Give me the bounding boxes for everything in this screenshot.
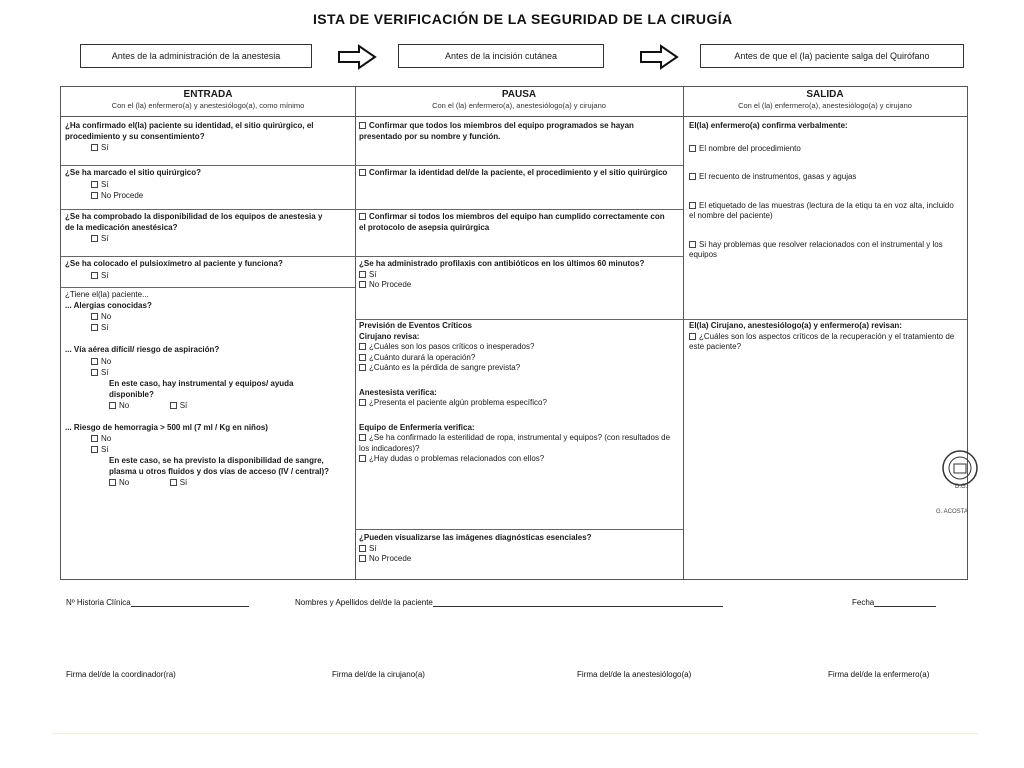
option-label: Sí: [369, 543, 377, 553]
fecha-label: Fecha: [852, 598, 875, 607]
phase-before-exit-label: Antes de que el (la) paciente salga del Quirófano: [734, 51, 930, 61]
pausa-surgeon-title: Cirujano revisa:: [359, 331, 420, 341]
pausa-surgeon-item-2[interactable]: [359, 353, 681, 364]
entrada-q4-option[interactable]: [65, 270, 351, 281]
salida-review-title: El(la) Cirujano, anestesiólogo(a) y enfermero(a) revisan:: [689, 321, 902, 330]
checkbox-icon: [91, 144, 98, 151]
firma-anestesiologo-label: Firma del/de la anestesiólogo(a): [577, 670, 692, 679]
entrada-q3-option[interactable]: [65, 233, 331, 244]
checkbox-icon: [359, 555, 366, 562]
firma-cirujano-label: Firma del/de la cirujano(a): [332, 670, 425, 679]
pausa-surgeon-item-1[interactable]: [359, 342, 681, 353]
pausa-p2-text: Confirmar la identidad del/de la paciente, el procedimiento y el sitio quirúrgico: [369, 168, 668, 177]
entrada-q5b-detail: En este caso, hay instrumental y equipos/ ayuda disponible?: [109, 378, 294, 399]
firma-coordinador-field[interactable]: [66, 670, 176, 679]
firma-anestesiologo-field[interactable]: [577, 670, 691, 679]
checkbox-icon: [359, 169, 366, 176]
pausa-p3-item[interactable]: [359, 212, 673, 233]
salida-item-3[interactable]: [689, 201, 961, 222]
checkbox-icon: [359, 343, 366, 350]
pausa-p1-item[interactable]: [359, 121, 673, 142]
salida-item-1[interactable]: [689, 144, 961, 155]
pausa-p1-text: Confirmar que todos los miembros del equipo programados se hayan presentado por su nombre y función.: [359, 121, 634, 141]
option-label: No: [101, 356, 112, 366]
entrada-q1: [65, 121, 327, 153]
checkbox-icon: [689, 333, 696, 340]
checkbox-icon: [359, 271, 366, 278]
checkbox-icon: [689, 145, 696, 152]
option-label: Sí: [101, 367, 109, 377]
entrada-q5a-option-no[interactable]: [65, 311, 349, 322]
option-label: No: [119, 400, 130, 410]
pausa-p4-option-si[interactable]: [359, 270, 673, 281]
entrada-q5c-detail-no[interactable]: [109, 478, 129, 487]
option-label: Sí: [101, 445, 109, 454]
entrada-q5b-detail-options: [65, 400, 349, 411]
entrada-q5a-option-si[interactable]: [65, 322, 349, 333]
entrada-q4-text: ¿Se ha colocado el pulsioxímetro al paciente y funciona?: [65, 259, 283, 268]
pausa-nursing-item-1[interactable]: [359, 433, 681, 454]
entrada-heading: ENTRADA: [183, 89, 233, 100]
checkbox-icon: [170, 402, 177, 409]
checkbox-icon: [689, 202, 696, 209]
option-label: No Procede: [369, 280, 412, 289]
salida-verbal: [689, 121, 961, 261]
checkbox-icon: [359, 364, 366, 371]
entrada-q4: [65, 259, 351, 281]
pausa-p5-text: ¿Pueden visualizarse las imágenes diagnósticas esenciales?: [359, 533, 592, 542]
historia-clinica-field[interactable]: [66, 597, 249, 607]
pausa-anest-item-1[interactable]: [359, 398, 681, 409]
page-bottom-rule: [52, 733, 978, 734]
seal-label: D.G.: [955, 484, 968, 490]
pausa-subheading: Con el (la) enfermero(a), anestesiólogo(a) y cirujano: [432, 101, 606, 110]
option-label: Sí: [369, 269, 377, 279]
entrada-q5-text: ¿Tiene el(la) paciente...: [65, 290, 149, 299]
item-label: ¿Presenta el paciente algún problema específico?: [369, 398, 547, 407]
entrada-q5c-text: ... Riesgo de hemorragia > 500 ml (7 ml / Kg en niños): [65, 422, 268, 432]
phase-before-anesthesia: [80, 44, 312, 68]
item-label: El recuento de instrumentos, gasas y agujas: [699, 172, 857, 181]
checkbox-icon: [359, 399, 366, 406]
checkbox-icon: [689, 241, 696, 248]
entrada-q5b-option-si[interactable]: [65, 367, 349, 378]
option-label: No: [101, 434, 112, 443]
pausa-nursing-title: Equipo de Enfermería verifica:: [359, 422, 475, 432]
phase-before-incision-label: Antes de la incisión cutánea: [444, 51, 558, 61]
pausa-p5-option-no-procede[interactable]: [359, 554, 681, 565]
pausa-events-title: Previsión de Eventos Críticos: [359, 321, 472, 330]
firma-coordinador-label: Firma del/de la coordinador(ra): [66, 670, 176, 679]
item-label: El nombre del procedimiento: [699, 143, 801, 153]
arrow-right-icon: [639, 44, 679, 70]
checkbox-icon: [91, 272, 98, 279]
option-label: Sí: [101, 323, 109, 332]
entrada-q5c-option-si[interactable]: [65, 444, 349, 455]
seal-caption: G. ACOSTA: [936, 509, 968, 515]
checkbox-icon: [109, 402, 116, 409]
option-label: No: [119, 478, 130, 487]
firma-enfermero-label: Firma del/de la enfermero(a): [828, 670, 930, 679]
checkbox-icon: [359, 545, 366, 552]
option-label: Sí: [101, 179, 109, 189]
phase-before-exit: [700, 44, 964, 68]
checkbox-icon: [359, 122, 366, 129]
checkbox-icon: [359, 213, 366, 220]
item-label: ¿Se ha confirmado la esterilidad de ropa, instrumental y equipos? (con resultados de los indicadores)?: [359, 433, 671, 453]
arrow-right-icon: [337, 44, 377, 70]
pausa-p4-option-no-procede[interactable]: [359, 280, 673, 291]
official-seal-icon: [938, 440, 978, 500]
salida-item-5[interactable]: [689, 332, 961, 353]
option-label: Sí: [179, 478, 188, 487]
item-label: Si hay problemas que resolver relacionados con el instrumental y los equipos: [689, 239, 943, 259]
pausa-p5-option-si[interactable]: [359, 544, 681, 555]
historia-clinica-label: Nº Historia Clínica: [66, 598, 131, 607]
checkbox-icon: [359, 455, 366, 462]
entrada-q5c-detail-options: [65, 477, 349, 488]
item-label: ¿Cuáles son los aspectos críticos de la recuperación y el tratamiento de este paciente?: [689, 331, 955, 351]
entrada-q2-text: ¿Se ha marcado el sitio quirúrgico?: [65, 168, 202, 177]
firma-enfermero-field[interactable]: [828, 670, 929, 679]
salida-title: El(la) enfermero(a) confirma verbalmente:: [689, 121, 848, 130]
option-label: Sí: [179, 400, 188, 410]
entrada-q5c-detail: En este caso, se ha previsto la disponibilidad de sangre, plasma u otros fluidos y dos vías de acceso (IV / central)?: [109, 456, 330, 476]
pausa-p2-item[interactable]: [359, 168, 673, 179]
entrada-q2-option-no-procede[interactable]: [65, 190, 345, 201]
pausa-heading: PAUSA: [501, 89, 537, 100]
entrada-q2-option-si[interactable]: [65, 179, 345, 190]
phase-before-anesthesia-label: Antes de la administración de la anestesia: [111, 51, 281, 61]
option-label: Sí: [101, 234, 109, 243]
entrada-q5c-option-no[interactable]: [65, 433, 349, 444]
pausa-p3: [359, 212, 673, 233]
item-label: ¿Cuáles son los pasos críticos o inesperados?: [369, 342, 535, 351]
pausa-p5: [359, 533, 681, 565]
item-label: ¿Hay dudas o problemas relacionados con ellos?: [369, 454, 545, 463]
salida-item-4[interactable]: [689, 240, 961, 261]
pausa-p3-text: Confirmar si todos los miembros del equipo han cumplido correctamente con el protocolo de asepsia quirúrgica: [359, 212, 665, 232]
checkbox-icon: [689, 173, 696, 180]
item-label: ¿Cuánto durará la operación?: [369, 352, 476, 362]
phase-before-incision: [398, 44, 604, 68]
salida-subheading: Con el (la) enfermero(a), anestesiólogo(a) y cirujano: [738, 101, 912, 110]
checkbox-icon: [91, 435, 98, 442]
checkbox-icon: [170, 479, 177, 486]
option-label: No Procede: [101, 190, 144, 200]
checkbox-icon: [91, 313, 98, 320]
entrada-q5b-detail-no[interactable]: [109, 401, 129, 410]
salida-heading: SALIDA: [806, 89, 844, 100]
entrada-q1-option[interactable]: [65, 142, 327, 153]
checkbox-icon: [359, 281, 366, 288]
option-label: No: [101, 312, 112, 321]
entrada-q5: [65, 290, 349, 488]
checkbox-icon: [91, 235, 98, 242]
pausa-critical-events: [359, 321, 681, 465]
pausa-p4: [359, 259, 673, 291]
document-title: ISTA DE VERIFICACIÓN DE LA SEGURIDAD DE LA CIRUGÍA: [313, 11, 733, 27]
checkbox-icon: [91, 192, 98, 199]
pausa-anest-title: Anestesista verifica:: [359, 387, 437, 397]
item-label: ¿Cuánto es la pérdida de sangre prevista?: [369, 363, 521, 372]
entrada-q3-text: ¿Se ha comprobado la disponibilidad de los equipos de anestesia y de la medicación anestésica?: [65, 212, 323, 232]
entrada-q1-text: ¿Ha confirmado el(la) paciente su identidad, el sitio quirúrgico, el procedimiento y su consentimiento?: [65, 121, 314, 141]
firma-cirujano-field[interactable]: [332, 670, 425, 679]
pausa-nursing-item-2[interactable]: [359, 454, 681, 465]
checkbox-icon: [359, 434, 366, 441]
checkbox-icon: [91, 358, 98, 365]
salida-review: [689, 321, 961, 353]
checkbox-icon: [91, 324, 98, 331]
entrada-header: [61, 87, 355, 117]
checkbox-icon: [91, 181, 98, 188]
item-label: El etiquetado de las muestras (lectura de la etiqu ta en voz alta, incluido el nombre del paciente): [689, 200, 954, 220]
pausa-p1: [359, 121, 673, 142]
checkbox-icon: [359, 354, 366, 361]
checkbox-icon: [91, 446, 98, 453]
option-label: Sí: [101, 143, 109, 152]
option-label: No Procede: [369, 554, 412, 563]
pausa-p2: [359, 168, 673, 179]
salida-header: [683, 87, 967, 117]
entrada-q5b-text: ... Vía aérea difícil/ riesgo de aspiración?: [65, 345, 220, 354]
entrada-q5b-detail-si[interactable]: [170, 401, 188, 410]
pausa-p4-text: ¿Se ha administrado profilaxis con antibióticos en los últimos 60 minutos?: [359, 259, 645, 268]
entrada-q5c-detail-si[interactable]: [170, 478, 188, 487]
salida-item-2[interactable]: [689, 172, 961, 183]
pausa-header: [355, 87, 683, 117]
entrada-q2: [65, 168, 345, 201]
entrada-subheading: Con el (la) enfermero(a) y anestesiólogo(a), como mínimo: [111, 101, 305, 110]
entrada-q3: [65, 212, 331, 244]
patient-name-label: Nombres y Apellidos del/de la paciente: [295, 598, 433, 607]
entrada-q5b-option-no[interactable]: [65, 356, 349, 367]
checklist-table: [60, 86, 968, 580]
fecha-field[interactable]: [852, 597, 936, 607]
option-label: Sí: [101, 270, 109, 280]
patient-name-field[interactable]: [295, 597, 723, 607]
checkbox-icon: [109, 479, 116, 486]
pausa-surgeon-item-3[interactable]: [359, 363, 681, 374]
entrada-q5a-text: ... Alergias conocidas?: [65, 300, 152, 310]
checkbox-icon: [91, 369, 98, 376]
